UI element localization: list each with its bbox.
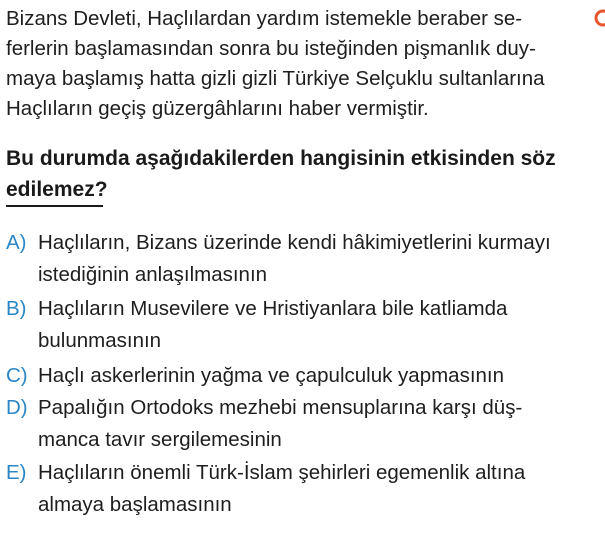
stem-line: maya başlamış hatta gizli gizli Türkiye Selçuklu sultanlarına [6, 67, 545, 90]
question-line: Bu durumda aşağıdakilerden hangisinin etkisinden söz [6, 147, 556, 170]
option-b[interactable] [6, 293, 605, 357]
option-a[interactable] [6, 227, 605, 291]
stem-line: ferlerin başlamasından sonra bu isteğinden pişmanlık duy- [6, 37, 536, 60]
orange-circle-icon [593, 8, 605, 28]
option-c[interactable] [6, 360, 605, 392]
stem-line: Bizans Devleti, Haçlılardan yardım istemekle beraber se- [6, 7, 523, 30]
option-text: Papalığın Ortodoks mezhebi mensuplarına karşı düş- [38, 396, 523, 419]
option-text: Haçlıların önemli Türk-İslam şehirleri egemenlik altına [38, 461, 526, 484]
emphasis-underline [6, 205, 103, 207]
option-text: manca tavır sergilemesinin [38, 428, 282, 451]
option-e[interactable] [6, 457, 605, 521]
question-stem [6, 4, 605, 124]
question-line: edilemez? [6, 178, 108, 201]
option-text: istediğinin anlaşılmasının [38, 263, 268, 286]
option-letter: E) [6, 461, 27, 484]
option-text: almaya başlamasının [38, 493, 232, 516]
option-letter: D) [6, 396, 28, 419]
answer-options [6, 227, 605, 521]
option-text: Haçlı askerlerinin yağma ve çapulculuk yapmasının [38, 364, 505, 387]
stem-line: Haçlıların geçiş güzergâhlarını haber vermiştir. [6, 97, 429, 120]
option-letter: C) [6, 364, 28, 387]
option-text: bulunmasının [38, 329, 162, 352]
question-prompt [6, 143, 604, 205]
option-text: Haçlıların, Bizans üzerinde kendi hâkimiyetlerini kurmayı [38, 231, 551, 254]
option-d[interactable] [6, 392, 605, 456]
option-letter: B) [6, 297, 27, 320]
option-letter: A) [6, 231, 27, 254]
option-text: Haçlıların Musevilere ve Hristiyanlara bile katliamda [38, 297, 508, 320]
